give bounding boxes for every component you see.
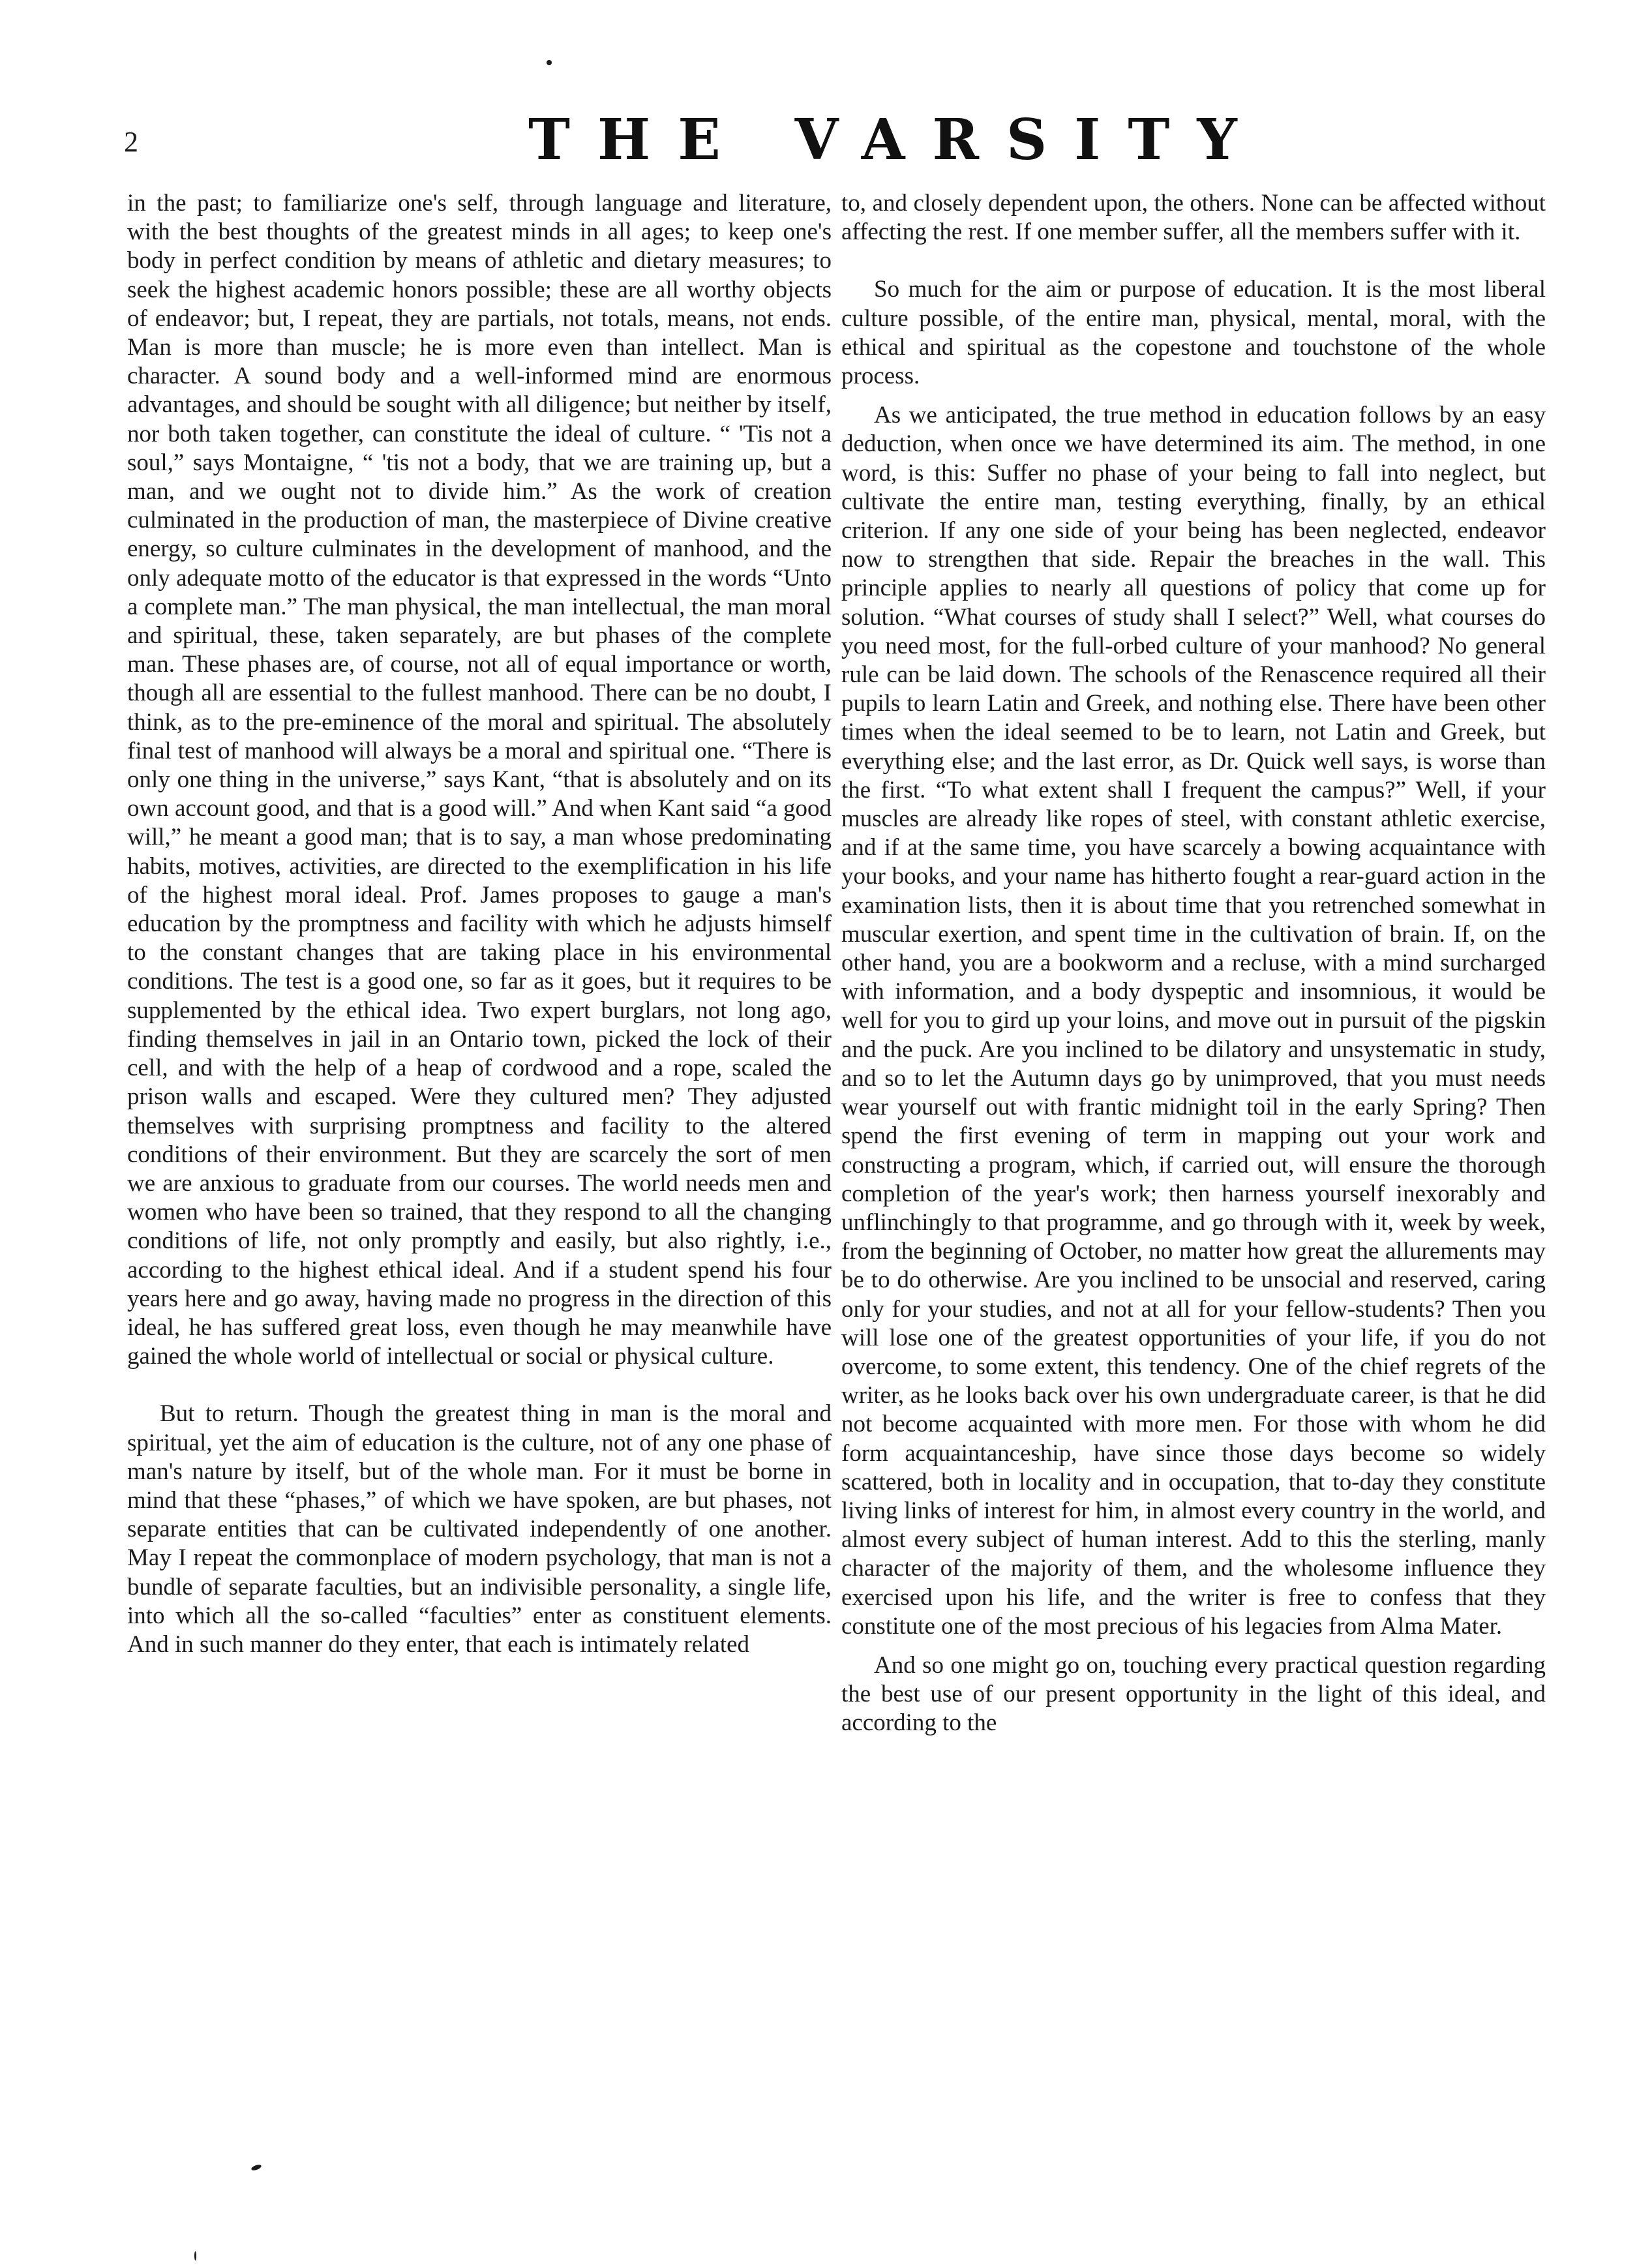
paragraph: in the past; to familiarize one's self, through language and literature, with the best thoughts of the greatest minds in all ages; to keep one's body in perfect condition by means of athletic and dietary measures; to seek the highest academic honors possible; these are all worthy objects of endeavor; but, I repeat, they are partials, not totals, means, not ends. Man is more than muscle; he is more even than intellect. Man is character. A sound body and a well-informed mind are enormous advantages, and should be sought with all diligence; but neither by itself, nor both taken together, can constitute the ideal of culture. “ 'Tis not a soul,” says Montaigne, “ 'tis not a body, that we are training up, but a man, and we ought not to divide him.” As the work of creation culminated in the production of man, the masterpiece of Divine creative energy, so culture culminates in the development of manhood, and the only adequate motto of the educator is that expressed in the words “Unto a complete man.” The man physical, the man intellectual, the man moral and spiritual, these, taken separately, are but phases of the complete man. These phases are, of course, not all of equal importance or worth, though all are essential to the fullest manhood. There can be no doubt, I think, as to the pre-eminence of the moral and spiritual. The absolutely final test of manhood will always be a moral and spiritual one. “There is only one thing in the universe,” says Kant, “that is absolutely and on its own account good, and that is a good will.” And when Kant said “a good will,” he meant a good man; that is to say, a man whose predominating habits, motives, activities, are directed to the exemplification in his life of the highest moral ideal. Prof. James proposes to gauge a man's education by the promptness and facility with which he adjusts himself to the constant changes that are taking place in his environmental conditions. The test is a good one, so far as it goes, but it requires to be supplemented by the ethical idea. Two expert burglars, not long ago, finding themselves in jail in an Ontario town, picked the lock of their cell, and with the help of a heap of cordwood and a rope, scaled the prison walls and escaped. Were they cultured men? They adjusted themselves with surprising promptness and facility to the altered conditions of their environment. But they are scarcely the sort of men we are anxious to graduate from our courses. The world needs men and women who have been so trained, that they respond to all the changing conditions of life, not only promptly and easily, but also rightly, i.e., according to the highest ethical ideal. And if a student spend his four years here and go away, having made no progress in the direction of this ideal, he has suffered great loss, even though he may meanwhile have gained the whole world of intellectual or social or physical culture. [127,190,832,1370]
page-number: 2 [124,126,138,158]
ink-speck [250,2163,262,2171]
publication-title: THE VARSITY [528,107,1265,173]
masthead [124,104,1559,176]
left-column [127,189,832,1659]
paragraph: So much for the aim or purpose of education. It is the most liberal culture possible, of the entire man, physical, mental, moral, with the ethical and spiritual as the copestone and touchstone of the whole process. [841,276,1546,390]
ink-speck [194,2251,196,2260]
paragraph: But to return. Though the greatest thing in man is the moral and spiritual, yet the aim of education is the culture, not of any one phase of man's nature by itself, but of the whole man. For it must be borne in mind that these “phases,” of which we have spoken, are but phases, not separate entities that can be cultivated independently of one another. May I repeat the commonplace of modern psychology, that man is not a bundle of separate faculties, but an indivisible personality, a single life, into which all the so-called “faculties” enter as constituent elements. And in such manner do they enter, that each is intimately related [127,1400,832,1658]
paragraph: And so one might go on, touching every practical question regarding the best use of our present opportunity in the light of this ideal, and according to the [841,1651,1546,1737]
right-column [841,189,1546,1738]
paragraph: to, and closely dependent upon, the others. None can be affected without affecting the rest. If one member suffer, all the members suffer with it. [841,190,1546,246]
ink-speck [547,60,552,65]
paragraph: As we anticipated, the true method in education follows by an easy deduction, when once we have determined its aim. The method, in one word, is this: Suffer no phase of your being to fall into neglect, but cultivate the entire man, testing everything, finally, by an ethical criterion. If any one side of your being has been neglected, endeavor now to strengthen that side. Repair the breaches in the wall. This principle applies to nearly all questions of policy that come up for solution. “What courses of study shall I select?” Well, what courses do you need most, for the full-orbed culture of your manhood? No general rule can be laid down. The schools of the Renascence required all their pupils to learn Latin and Greek, and nothing else. There have been other times when the ideal seemed to be to learn, not Latin and Greek, but everything else; and the last error, as Dr. Quick well says, is worse than the first. “To what extent shall I frequent the campus?” Well, if your muscles are already like ropes of steel, with constant athletic exercise, and if at the same time, you have scarcely a bowing acquaintance with your books, and your name has hitherto fought a rear-guard action in the examination lists, then it is about time that you retrenched somewhat in muscular exertion, and spent time in the cultivation of brain. If, on the other hand, you are a bookworm and a recluse, with a mind surcharged with information, and a body dyspeptic and insomnious, it would be well for you to gird up your loins, and move out in pursuit of the pigskin and the puck. Are you inclined to be dilatory and unsystematic in study, and so to let the Autumn days go by unimproved, that you must needs wear yourself out with frantic midnight toil in the early Spring? Then spend the first evening of term in mapping out your work and constructing a program, which, if carried out, will ensure the thorough completion of the year's work; then harness yourself inexorably and unflinchingly to that programme, and go through with it, week by week, from the beginning of October, no matter how great the allurements may be to do otherwise. Are you inclined to be unsocial and reserved, caring only for your studies, and not at all for your fellow-students? Then you will lose one of the greatest opportunities of your life, if you do not overcome, to some extent, this tendency. One of the chief regrets of the writer, as he looks back over his own undergraduate career, is that he did not become acquainted with more men. For those with whom he did form acquaintanceship, have since those days become so widely scattered, both in locality and in occupation, that to-day they constitute living links of interest for him, in almost every country in the world, and almost every subject of human interest. Add to this the sterling, manly character of the majority of them, and the wholesome influence they exercised upon his life, and the writer is free to confess that they constitute one of the most precious of his legacies from Alma Mater. [841,402,1546,1640]
